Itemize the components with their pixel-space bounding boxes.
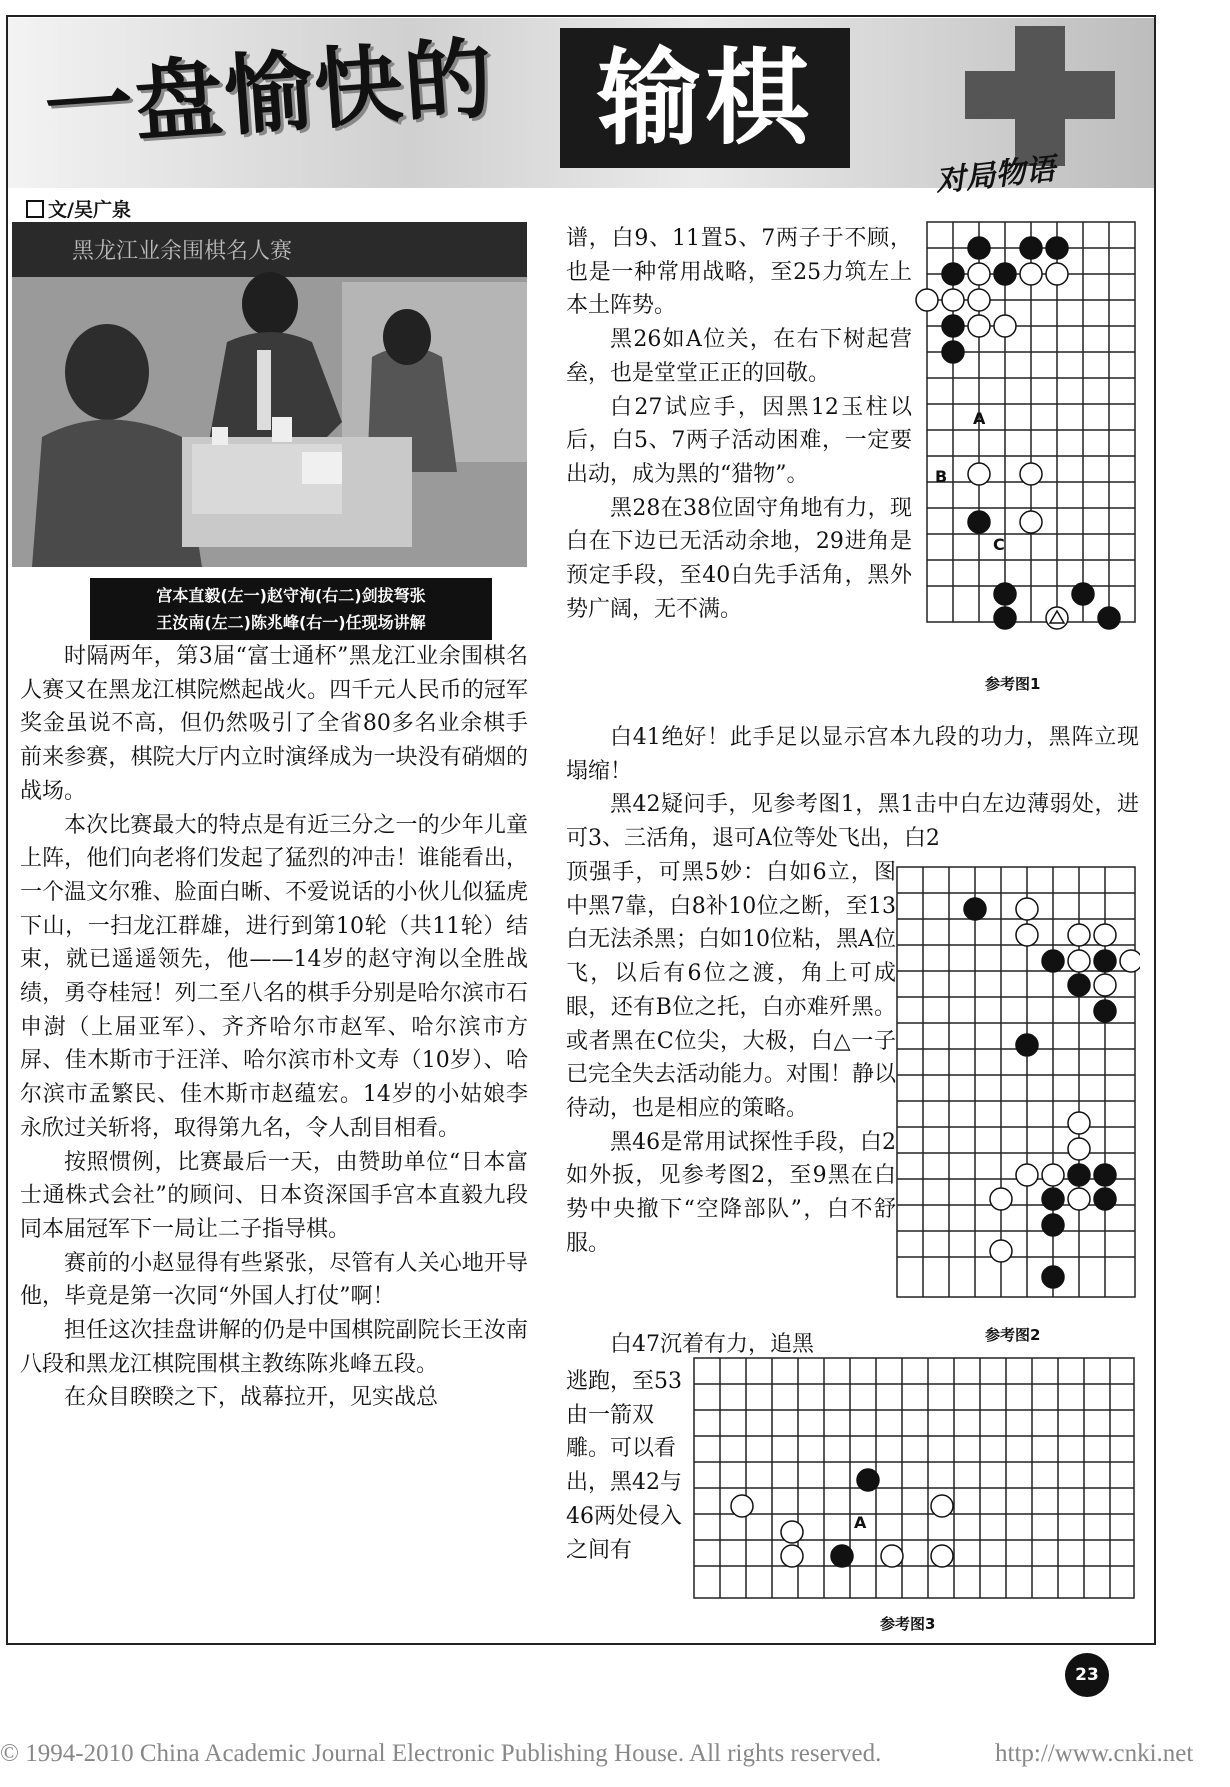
paragraph: 白41绝好！此手足以显示宫本九段的功力，黑阵立现塌缩！ [566,725,1139,784]
diagram-3-label: 参考图3 [880,1615,936,1633]
diagram-1-label: 参考图1 [985,675,1041,693]
paragraph: 顶强手，可黑5妙：白如6立，图中黑7靠，白8补10位之断，至13白无法杀黑；白如10位粘，黑A位飞，以后有6位之渡，角上可成眼，还有B位之托，白亦难歼黑。或者黑在C位尖，大极，白△一子已完全失去活动能力。对围！静以待动，也是相应的策略。 [566,860,897,1121]
page-number: 23 [1065,1653,1109,1697]
diagram-2-label: 参考图2 [985,1326,1041,1344]
left-column [20,640,528,1415]
mark-a: A [973,409,986,428]
column-name: 对局物语 [933,151,1057,200]
paragraph: 担任这次挂盘讲解的仍是中国棋院副院长王汝南八段和黑龙江棋院围棋主教练陈兆峰五段。 [20,1318,528,1377]
wide-paragraphs [566,721,1139,856]
middle-column-2 [566,856,896,1260]
paragraph: 赛前的小赵显得有些紧张，尽管有人关心地开导他，毕竟是第一次同“外国人打仗”啊！ [20,1250,528,1310]
paragraph: 黑42疑问手，见参考图1，黑1击中白左边薄弱处，进可3、三活角，退可A位等处飞出，白2 [566,792,1139,852]
paragraph: 谱，白9、11置5、7两子于不顾，也是一种常用战略，至25力筑左上本土阵势。 [566,226,912,319]
mark-a: A [854,1513,867,1532]
event-photo [12,222,527,567]
footer-copyright: © 1994-2010 China Academic Journal Electronic Publishing House. All rights reserved. [0,1740,882,1767]
middle-column-3: 逃跑，至53由一箭双雕。可以看出，黑42与46两处侵入之间有 [566,1369,682,1563]
paragraph: 时隔两年，第3届“富士通杯”黑龙江业余围棋名人赛又在黑龙江棋院燃起战火。四千元人民币的冠军奖金虽说不高，但仍然吸引了全省80多名业余棋手前来参赛，棋院大厅内立时演绎成为一块没有硝烟的战场。 [20,644,528,804]
go-diagram-2 [895,865,1140,1315]
square-icon [26,200,44,218]
caption-line: 宫本直毅(左一)赵守洵(右二)剑拔弩张 [156,586,426,605]
paragraph: 黑46是常用试探性手段，白2如外扳，见参考图2，至9黑在白势中央撤下“空降部队”，白不舒服。 [566,1129,896,1256]
paragraph: 在众目睽睽之下，战幕拉开，见实战总 [64,1385,439,1411]
byline-text: 文/吴广泉 [48,199,131,221]
paragraph: 按照惯例，比赛最后一天，由赞助单位“日本富士通株式会社”的顾问、日本资深国手宫本直毅九段同本届冠军下一局让二子指导棋。 [20,1149,528,1242]
article-title-part2: 输棋 [560,28,850,168]
photo-caption [90,578,492,640]
article-title-part1: 一盘愉快的 [41,26,498,161]
paragraph: 本次比赛最大的特点是有近三分之一的少年儿童上阵，他们向老将们发起了猛烈的冲击！谁能看出，一个温文尔雅、脸面白晰、不爱说话的小伙儿似猛虎下山，一扫龙江群雄，进行到第10轮（共11轮）结束，就已遥遥领先，他——14岁的赵守洵以全胜战绩，勇夺桂冠！列二至八名的棋手分别是哈尔滨市石申澍（上届亚军）、齐齐哈尔市赵军、哈尔滨市方屏、佳木斯市于汪洋、哈尔滨市朴文寿（10岁）、哈尔滨市孟繁民、佳木斯市赵蕴宏。14岁的小姑娘李永欣过关斩将，取得第九名，令人刮目相看。 [20,812,528,1141]
photo-illustration [12,222,527,567]
caption-line: 王汝南(左二)陈兆峰(右一)任现场讲解 [156,613,426,632]
paragraph: 黑26如A位关，在右下树起营垒，也是堂堂正正的回敬。 [566,327,912,386]
go-diagram-3 [690,1350,1140,1610]
mark-c: C [993,535,1005,554]
mark-b: B [935,467,948,486]
paragraph: 白27试应手，因黑12玉柱以后，白5、7两子活动困难，一定要出动，成为黑的“猎物”。 [566,394,912,487]
middle-column [566,222,912,626]
middle-column-3-first: 白47沉着有力，追黑 [610,1332,814,1357]
banner-text: 黑龙江业余围棋名人赛 [72,239,293,264]
footer [0,1740,1230,1768]
footer-url[interactable]: http://www.cnki.net [995,1740,1194,1767]
paragraph: 黑28在38位固守角地有力，现白在下边已无活动余地，29进角是预定手段，至40白先手活角，黑外势广阔，无不满。 [566,495,912,622]
go-diagram-1 [915,220,1140,660]
byline [26,195,131,222]
